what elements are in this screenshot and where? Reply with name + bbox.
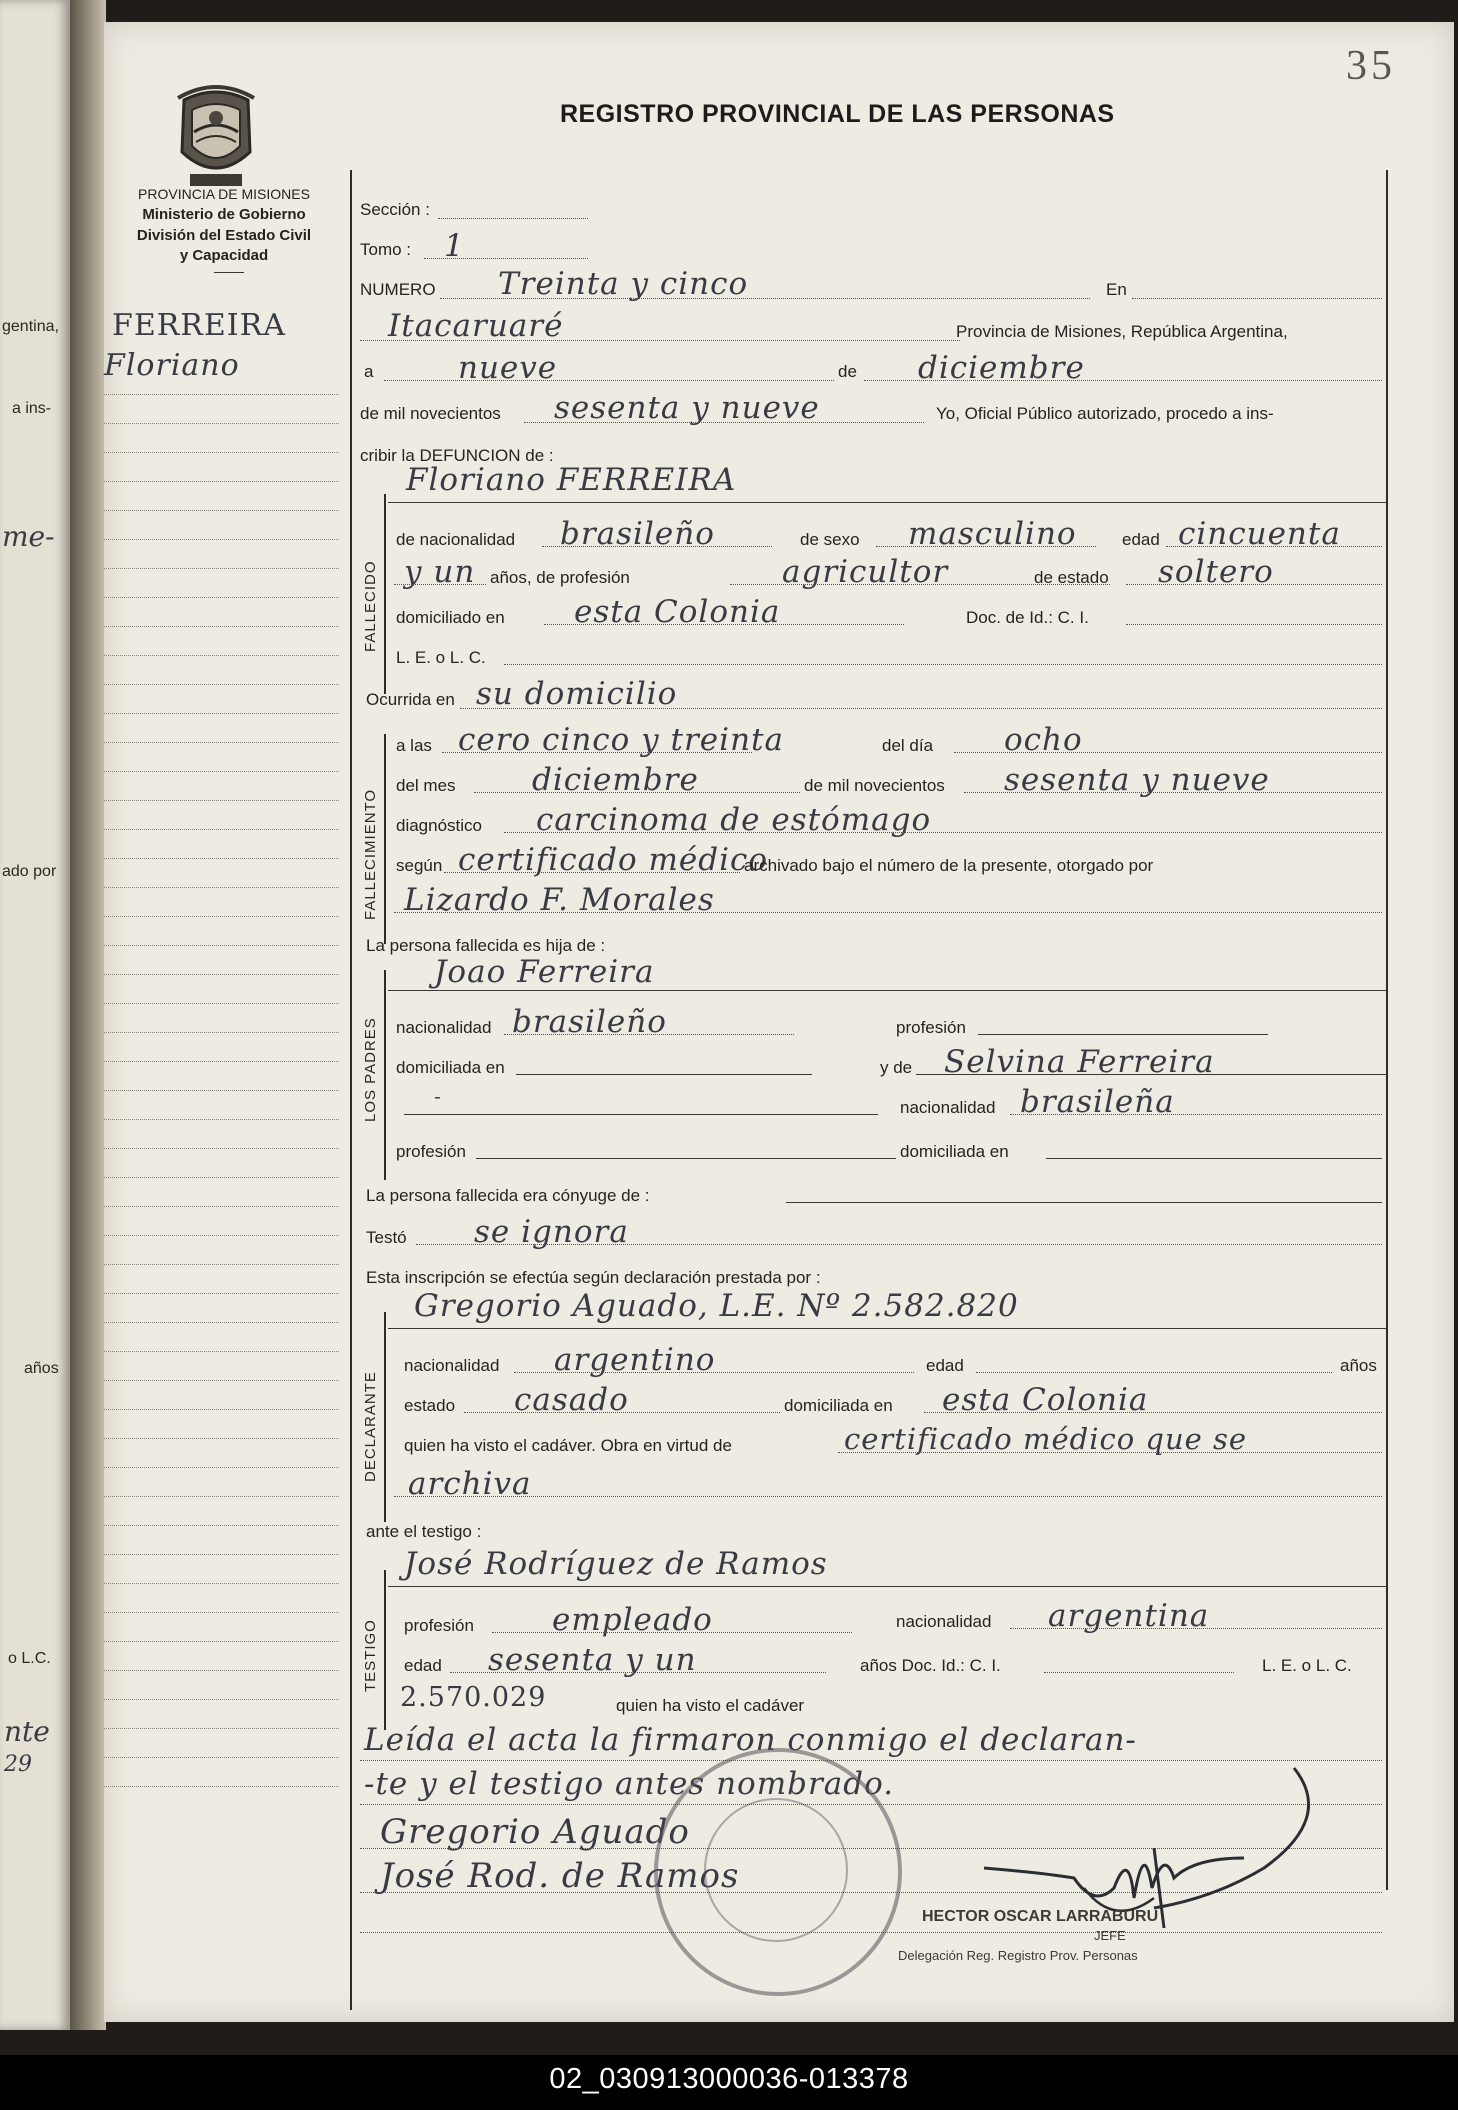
segun-label: según (396, 856, 443, 875)
declarante-estado-value: casado (514, 1382, 629, 1418)
month-value: diciembre (918, 350, 1085, 386)
dia-label: del día (882, 736, 934, 755)
year-value: sesenta y nueve (554, 390, 820, 426)
archivado-label: archivado bajo el número de la presente, otorgado por (744, 856, 1154, 875)
padres-bracket (384, 970, 386, 1180)
testigo-le-label: L. E. o L. C. (1262, 1656, 1352, 1675)
yde-label: y de (880, 1058, 913, 1077)
line (1046, 1158, 1382, 1159)
domicilio-value: esta Colonia (574, 594, 781, 630)
seccion-label: Sección : (360, 200, 430, 219)
official-name: HECTOR OSCAR LARRABURU (922, 1908, 1159, 1925)
line (514, 1372, 914, 1373)
prev-page-text: nte (4, 1715, 50, 1748)
padre-nac-label: nacionalidad (396, 1018, 492, 1037)
line (504, 832, 1382, 833)
line (1166, 546, 1382, 547)
testigo-signature: José Rod. de Ramos (380, 1856, 740, 1896)
sidebar-given-name: Floriano (104, 348, 240, 383)
closing-line-1: Leída el acta la firmaron conmigo el declaran- (364, 1722, 1137, 1758)
line (460, 708, 1382, 709)
place-value: Itacaruaré (388, 308, 564, 344)
prev-page-text: 29 (4, 1752, 32, 1777)
padre-line (388, 990, 1388, 991)
line (876, 546, 1096, 547)
prev-page-text: ado por (2, 863, 57, 880)
line (504, 664, 1382, 665)
edad-value: cincuenta (1178, 516, 1341, 552)
line (976, 1372, 1332, 1373)
mil-label-2: de mil novecientos (804, 776, 945, 795)
anio-value: sesenta y nueve (1004, 762, 1270, 798)
tomo-value: 1 (444, 228, 465, 264)
en-label: En (1106, 280, 1127, 299)
tomo-label: Tomo : (360, 240, 412, 259)
padres-section-label: LOS PADRES (362, 1017, 379, 1122)
form-right-rule (1386, 170, 1388, 1890)
page-title: REGISTRO PROVINCIAL DE LAS PERSONAS (560, 100, 1115, 128)
line (404, 1114, 878, 1115)
line (1126, 584, 1382, 585)
mes-value: diciembre (532, 762, 699, 798)
testigo-nac-label: nacionalidad (896, 1612, 992, 1631)
coat-of-arms-icon (170, 82, 262, 194)
place-line (360, 340, 960, 341)
numero-value: Treinta y cinco (498, 266, 749, 302)
prev-page-text: años (24, 1360, 59, 1377)
obra-value-cont: archiva (408, 1466, 532, 1502)
book-spine (70, 0, 106, 2030)
line (474, 792, 800, 793)
declarante-section-label: DECLARANTE (362, 1371, 379, 1482)
edad-value-cont: y un (404, 554, 476, 590)
official-signature-icon (964, 1738, 1344, 1968)
testigo-quien-label: quien ha visto el cadáver (616, 1696, 805, 1715)
sexo-label: de sexo (800, 530, 860, 549)
fallecimiento-bracket (384, 734, 386, 944)
deceased-name: Floriano FERREIRA (406, 462, 737, 498)
declarante-estado-label: estado (404, 1396, 456, 1415)
division-label: División del Estado Civil (136, 227, 312, 244)
line (444, 872, 740, 873)
testigo-doc-value: 2.570.029 (400, 1682, 547, 1713)
margin-ruled-lines (104, 394, 339, 1815)
conyuge-label: La persona fallecida era cónyuge de : (366, 1186, 650, 1205)
declarante-nac-label: nacionalidad (404, 1356, 500, 1375)
official-seal-inner (704, 1798, 848, 1942)
madre-nac-label: nacionalidad (900, 1098, 996, 1117)
diagnostico-value: carcinoma de estómago (536, 802, 932, 838)
province-republic-label: Provincia de Misiones, República Argentina, (956, 322, 1288, 341)
official-office: Delegación Reg. Registro Prov. Personas (898, 1948, 1138, 1963)
testigo-prof-label: profesión (404, 1616, 474, 1635)
official-role: JEFE (1094, 1928, 1126, 1943)
deceased-nationality: brasileño (560, 516, 715, 552)
line (464, 1412, 780, 1413)
dia-value: ocho (1004, 722, 1083, 758)
line (978, 1034, 1268, 1035)
line (394, 912, 1382, 913)
ocurrida-value: su domicilio (476, 676, 678, 712)
declarante-dom-label: domiciliada en (784, 1396, 893, 1415)
declarante-dom-value: esta Colonia (942, 1382, 1149, 1418)
line (388, 1586, 1388, 1587)
numero-line (440, 298, 1090, 299)
closing-line-2: -te y el testigo antes nombrado. (364, 1766, 895, 1802)
fallecimiento-section-label: FALLECIMIENTO (362, 788, 379, 920)
prev-page-text: me- (2, 520, 55, 553)
tomo-line (424, 258, 588, 259)
line (1010, 1114, 1382, 1115)
estado-value: soltero (1158, 554, 1274, 590)
line (1126, 624, 1382, 625)
sexo-value: masculino (908, 516, 1077, 552)
hora-label: a las (396, 736, 432, 755)
madre-prof-label: profesión (396, 1142, 466, 1161)
year-line (524, 422, 924, 423)
register-page (104, 22, 1454, 2022)
testigo-edad-value: sesenta y un (488, 1642, 697, 1678)
line (394, 584, 486, 585)
deceased-nationality-label: de nacionalidad (396, 530, 516, 549)
testigo-name: José Rodríguez de Ramos (404, 1546, 828, 1582)
line (542, 546, 772, 547)
madre-nac-value: brasileña (1020, 1084, 1175, 1120)
line (786, 1202, 1382, 1203)
declarante-edad-label: edad (926, 1356, 964, 1375)
province-label: PROVINCIA DE MISIONES (138, 186, 310, 202)
dash-value: - (434, 1084, 442, 1108)
hija-label: La persona fallecida es hija de : (366, 936, 606, 955)
padre-prof-label: profesión (896, 1018, 966, 1037)
cribir-label: cribir la DEFUNCION de : (360, 446, 554, 465)
medico-value: Lizardo F. Morales (404, 882, 715, 918)
testo-value: se ignora (474, 1214, 629, 1250)
line (492, 1632, 852, 1633)
padre-nac-value: brasileño (512, 1004, 667, 1040)
seccion-line (438, 218, 588, 219)
line (442, 752, 752, 753)
anos-profesion-label: años, de profesión (490, 568, 630, 587)
madre-dom-label: domiciliada en (900, 1142, 1009, 1161)
line (394, 1496, 1382, 1497)
line (544, 624, 904, 625)
ante-label: ante el testigo : (366, 1522, 482, 1541)
line (916, 1074, 1388, 1075)
mes-label: del mes (396, 776, 456, 795)
estado-label: de estado (1034, 568, 1109, 587)
domicilio-label: domiciliado en (396, 608, 505, 627)
a-label: a (364, 362, 374, 381)
testo-label: Testó (366, 1228, 407, 1247)
line (954, 752, 1382, 753)
obra-value: certificado médico que se (844, 1422, 1248, 1456)
prev-page-text: gentina, (2, 318, 59, 335)
line (924, 1412, 1382, 1413)
deceased-name-line (388, 502, 1388, 503)
page-number: 35 (1346, 43, 1396, 89)
segun-value: certificado médico (458, 842, 769, 878)
line (416, 1244, 1382, 1245)
testigo-prof-value: empleado (552, 1602, 713, 1638)
ministry-label: Ministerio de Gobierno (142, 206, 306, 223)
testigo-edad-label: edad (404, 1656, 442, 1675)
le-label: L. E. o L. C. (396, 648, 486, 667)
doc-label: Doc. de Id.: C. I. (966, 608, 1089, 627)
form-left-rule (350, 170, 352, 2010)
inscripcion-label: Esta inscripción se efectúa según declaración prestada por : (366, 1268, 821, 1287)
ocurrida-label: Ocurrida en (366, 690, 455, 709)
line (388, 1328, 1388, 1329)
declarante-nac-value: argentino (554, 1342, 716, 1378)
declarante-name: Gregorio Aguado, L.E. Nº 2.582.820 (414, 1288, 1019, 1324)
line (1010, 1628, 1382, 1629)
padre-dom-label: domiciliada en (396, 1058, 505, 1077)
previous-page-edge (0, 0, 70, 2030)
testigo-doc-label: años Doc. Id.: C. I. (860, 1656, 1001, 1675)
mil-label: de mil novecientos (360, 404, 501, 423)
numero-label: NUMERO (360, 280, 436, 299)
declarante-anos-label: años (1340, 1356, 1377, 1375)
testigo-bracket (384, 1570, 386, 1730)
divider (214, 272, 244, 273)
profesion-value: agricultor (782, 554, 949, 590)
diagnostico-label: diagnóstico (396, 816, 483, 835)
yo-label: Yo, Oficial Público autorizado, procedo a ins- (936, 404, 1274, 423)
line (504, 1034, 794, 1035)
edad-label: edad (1122, 530, 1160, 549)
line (838, 1452, 1382, 1453)
month-line (864, 380, 1382, 381)
line (516, 1074, 812, 1075)
en-line (1132, 298, 1382, 299)
declarante-quien-label: quien ha visto el cadáver. Obra en virtud de (404, 1436, 732, 1455)
line (964, 792, 1382, 793)
day-value: nueve (458, 350, 558, 386)
hora-value: cero cinco y treinta (458, 722, 784, 758)
fallecido-bracket (384, 494, 386, 694)
line (1044, 1672, 1234, 1673)
madre-value: Selvina Ferreira (944, 1044, 1215, 1080)
day-line (384, 380, 834, 381)
prev-page-text: a ins- (12, 400, 52, 417)
testigo-nac-value: argentina (1048, 1598, 1210, 1634)
line (450, 1672, 826, 1673)
capacity-label: y Capacidad (179, 247, 269, 264)
padre-value: Joao Ferreira (434, 954, 655, 990)
testigo-section-label: TESTIGO (362, 1619, 379, 1692)
line (476, 1158, 896, 1159)
de-label: de (838, 362, 857, 381)
declarante-bracket (384, 1312, 386, 1522)
fallecido-section-label: FALLECIDO (362, 560, 379, 652)
sidebar-surname: FERREIRA (112, 308, 286, 343)
prev-page-text: o L.C. (8, 1650, 51, 1667)
image-caption: 02_030913000036-013378 (549, 2063, 909, 2095)
declarante-signature: Gregorio Aguado (380, 1812, 690, 1852)
